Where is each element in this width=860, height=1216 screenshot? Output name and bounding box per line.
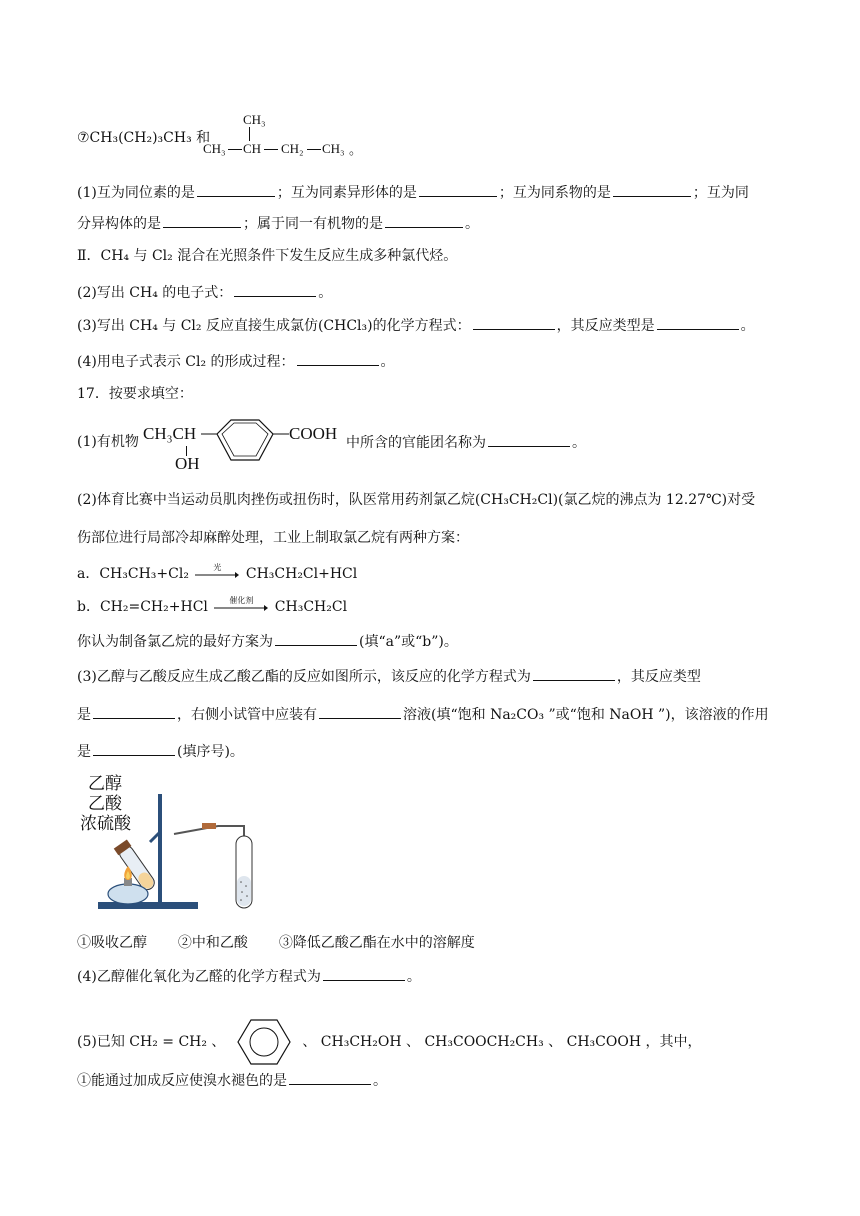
p4-end: 。: [406, 969, 421, 985]
benzene-ring-icon: [201, 416, 291, 468]
answer-blank[interactable]: [163, 213, 241, 228]
p3-text-f: 是: [77, 744, 91, 760]
answer-blank[interactable]: [289, 1070, 371, 1085]
line-7-prefix: ⑦CH₃(CH₂)₃CH₃ 和: [77, 130, 211, 146]
reaction-b: [77, 597, 347, 617]
part-2-heading: Ⅱ．CH₄ 与 Cl₂ 混合在光照条件下发生反应生成多种氯代烃。: [77, 248, 458, 264]
part-2-answer: [77, 631, 458, 652]
answer-blank[interactable]: [93, 704, 175, 719]
p2-text-b: )(氯乙烷的沸点为 12.27℃)对受: [552, 492, 756, 508]
reaction-condition: 光: [213, 563, 222, 572]
answer-blank[interactable]: [385, 213, 463, 228]
branched-structure: [203, 112, 363, 162]
p5i-text: ①能通过加成反应使溴水褪色的是: [77, 1073, 287, 1089]
question-1-line-2: [77, 213, 479, 234]
benzene-ring-icon: [236, 1018, 292, 1066]
q1-text-f: ；属于同一有机物的是: [243, 216, 383, 232]
p3-text-g: (填序号)。: [177, 744, 244, 760]
part-5-item-1: [77, 1070, 387, 1091]
option-2: ②中和乙酸: [177, 935, 248, 951]
answer-blank[interactable]: [323, 966, 405, 981]
q1-text-e: 分异构体的是: [77, 216, 161, 232]
part-3-line-3: [77, 741, 244, 762]
answer-blank[interactable]: [533, 666, 615, 681]
oh-group: OH: [175, 454, 200, 473]
answer-blank[interactable]: [93, 741, 175, 756]
question-1-line-1: [77, 182, 749, 203]
q3-end: 。: [740, 318, 755, 334]
p3-text-e: 溶液(填“饱和 Na₂CO₃ ”或“饱和 NaOH ”)，该溶液的作用: [403, 707, 769, 723]
question-3: [77, 315, 755, 336]
struct-bond: [307, 149, 321, 150]
answer-blank[interactable]: [197, 182, 275, 197]
reaction-b-reactants: b．CH₂=CH₂+HCl: [77, 599, 208, 615]
q3-text-a: (3)写出 CH₄ 与 Cl₂ 反应直接生成氯仿(CHCl₃)的化学方程式：: [77, 318, 471, 334]
struct-ch: CH: [243, 141, 262, 156]
struct-end-ch3: CH₃: [322, 141, 345, 156]
distillation-apparatus-icon: [78, 774, 278, 916]
part-2-line-1: [77, 490, 755, 510]
p3-text-d: ，右侧小试管中应装有: [177, 707, 317, 723]
part-1-text: [346, 432, 586, 453]
part-3-line-2: [77, 704, 769, 725]
label-sulfuric-acid: 浓硫酸: [80, 814, 131, 834]
answer-blank[interactable]: [488, 432, 570, 447]
reaction-arrow: [214, 596, 268, 614]
reaction-condition: 催化剂: [229, 596, 254, 605]
p2end-text: 你认为制备氯乙烷的最好方案为: [77, 634, 273, 650]
reaction-a-reactants: a．CH₃CH₃+Cl₂: [77, 566, 189, 582]
chloroethane-formula: CH₃CH₂Cl: [480, 492, 553, 508]
reaction-arrow: [195, 563, 239, 581]
answer-blank[interactable]: [657, 315, 739, 330]
option-3: ③降低乙酸乙酯在水中的溶解度: [278, 935, 475, 951]
answer-blank[interactable]: [319, 704, 401, 719]
q1-text-g: 。: [465, 216, 479, 232]
question-2: [77, 282, 332, 303]
p5-text-b: 、 CH₃CH₂OH 、 CH₃COOCH₂CH₃ 、 CH₃COOH ，其中，: [302, 1034, 702, 1050]
struct-bond-vertical: [249, 127, 250, 141]
cooh-group: COOH: [289, 424, 338, 443]
answer-blank[interactable]: [613, 182, 691, 197]
answer-blank[interactable]: [275, 631, 357, 646]
p3-text-c: 是: [77, 707, 91, 723]
struct-bond: [264, 149, 278, 150]
struct-ch2: CH₂: [281, 141, 304, 156]
p1-text: 中所含的官能团名称为: [346, 435, 486, 451]
question-4: [77, 351, 395, 372]
line-7: [77, 128, 210, 148]
q2-text: (2)写出 CH₄ 的电子式：: [77, 285, 233, 301]
part-1-label: (1)有机物: [77, 434, 139, 450]
option-1: ①吸收乙醇: [77, 935, 147, 951]
reaction-a: [77, 564, 357, 584]
p5-text-a: (5)已知 CH₂ = CH₂ 、: [77, 1034, 226, 1050]
q1-text-a: (1)互为同位素的是: [77, 185, 195, 201]
p2-text-a: (2)体育比赛中当运动员肌肉挫伤或扭伤时，队医常用药剂氯乙烷(: [77, 492, 481, 508]
p3-text-b: ，其反应类型: [616, 669, 701, 685]
struct-ch3: CH₃: [203, 141, 226, 156]
q4-text: (4)用电子式表示 Cl₂ 的形成过程：: [77, 354, 295, 370]
q1-text-b: ；互为同素异形体的是: [276, 185, 417, 201]
part-4: [77, 966, 421, 987]
q1-text-c: ；互为同系物的是: [498, 185, 611, 201]
p2end-hint: (填“a”或“b”)。: [359, 634, 458, 650]
part-3-line-1: [77, 666, 701, 687]
answer-blank[interactable]: [473, 315, 555, 330]
label-ethanol: 乙醇: [88, 774, 122, 794]
q1-text-d: ；互为同: [692, 185, 749, 201]
question-17-heading: 17．按要求填空：: [77, 386, 193, 402]
q4-end: 。: [380, 354, 395, 370]
struct-bond: [228, 149, 242, 150]
reaction-a-products: CH₃CH₂Cl+HCl: [245, 566, 358, 582]
answer-blank[interactable]: [234, 282, 316, 297]
p5i-end: 。: [373, 1073, 387, 1089]
label-acetic-acid: 乙酸: [88, 794, 122, 814]
answer-blank[interactable]: [297, 351, 379, 366]
struct-top-ch3: CH₃: [243, 112, 266, 127]
struct-suffix: 。: [349, 142, 363, 157]
reaction-b-products: CH₃CH₂Cl: [274, 599, 348, 615]
q2-end: 。: [318, 285, 333, 301]
part-5-line: [77, 1018, 701, 1066]
part-2-line-2: 伤部位进行局部冷却麻醉处理，工业上制取氯乙烷有两种方案：: [77, 530, 469, 546]
options-line: [77, 933, 475, 953]
answer-blank[interactable]: [419, 182, 497, 197]
q3-text-b: ，其反应类型是: [556, 318, 655, 334]
p1-end: 。: [572, 435, 586, 451]
p4-text: (4)乙醇催化氧化为乙醛的化学方程式为: [77, 969, 321, 985]
ch3ch-group: CH₃CH: [143, 424, 197, 443]
p3-text-a: (3)乙醇与乙酸反应生成乙酸乙酯的反应如图所示，该反应的化学方程式为: [77, 669, 531, 685]
organic-molecule-structure: [143, 416, 353, 476]
apparatus-figure: [78, 774, 278, 916]
